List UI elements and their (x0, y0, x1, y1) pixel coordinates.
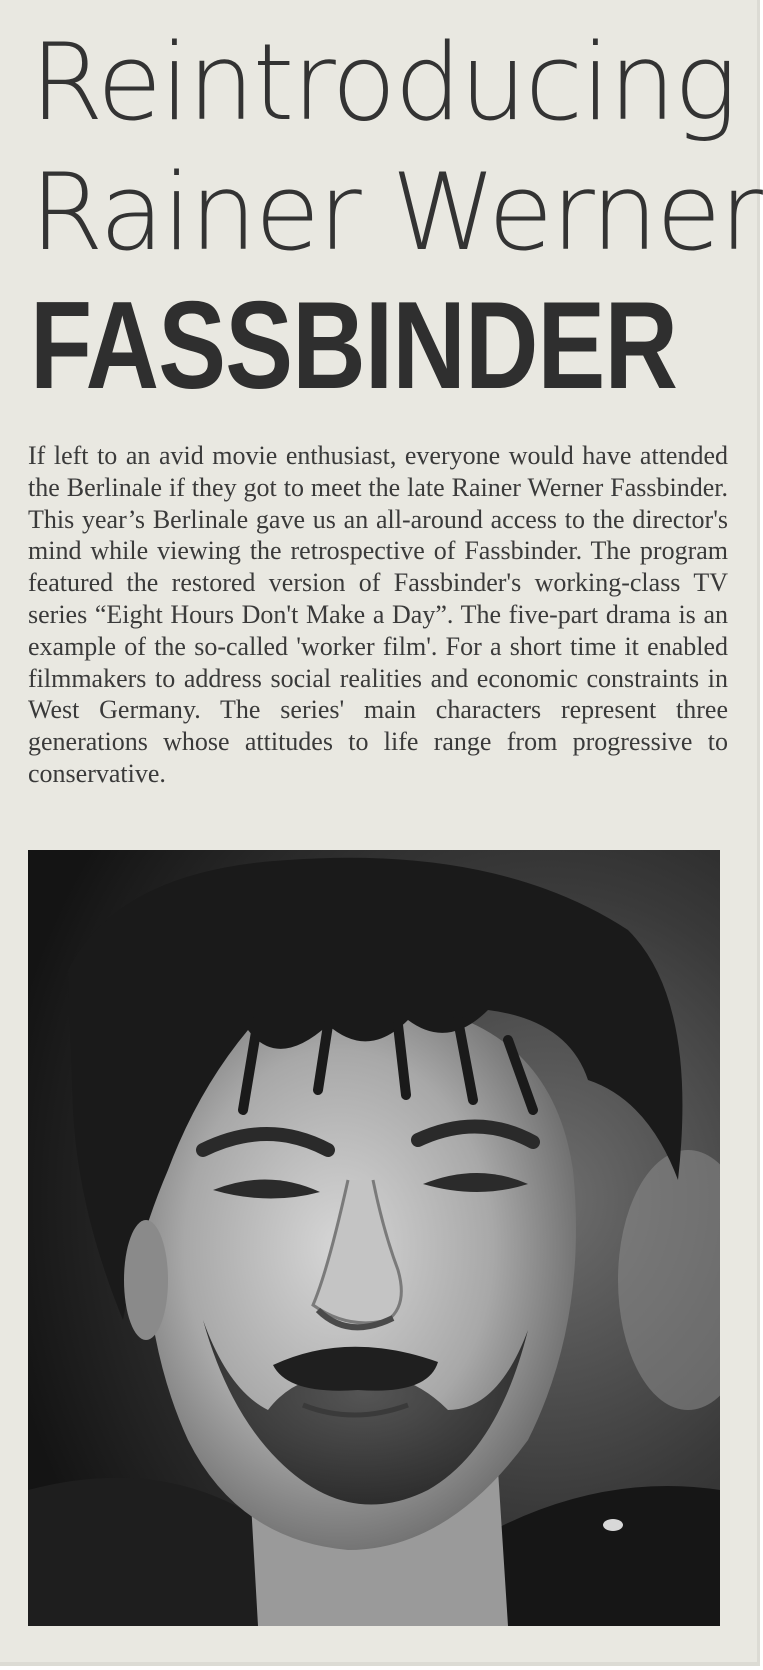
portrait-illustration (28, 850, 720, 1626)
title-line-2: Rainer Werner (30, 151, 761, 274)
title-line-1: Reintroducing (30, 21, 736, 144)
title-surname: FASSBINDER (30, 277, 678, 415)
portrait-photo (28, 850, 720, 1626)
article-body: If left to an avid movie enthusiast, everyone would have attended the Berlinale if they got to meet the late Rainer Werner Fassbinder. This year’s Berlinale gave us an all-around access to the director's mind while viewing the retrospective of Fassbinder. The program featured the restored version of Fassbinder's working-class TV series “Eight Hours Don't Make a Day”. The five-part drama is an example of the so-called 'worker film'. For a short time it enabled filmmakers to address social realities and economic constraints in West Germany. The series' main characters represent three generations whose attitudes to life range from progressive to conservative. (28, 441, 728, 788)
